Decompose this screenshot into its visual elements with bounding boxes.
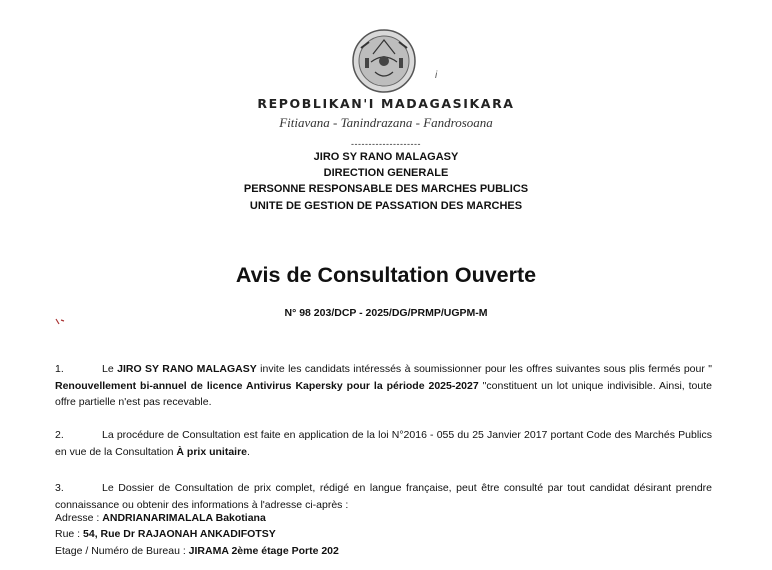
address-label: Adresse : [55,512,103,524]
org-line-direction: DIRECTION GENERALE [323,167,449,179]
address-line-name [55,512,266,524]
paragraph-text: invite les candidats intéressés à soumissionner pour les offres suivantes sous plis fermés pour " [256,363,712,375]
address-value: JIRAMA 2ème étage Porte 202 [188,545,339,557]
address-line-office [55,545,339,557]
address-label: Rue : [55,528,84,540]
madagascar-seal-icon [351,28,417,94]
address-label: Etage / Numéro de Bureau : [55,545,189,557]
paragraph-number: 2. [55,429,64,441]
paragraph-text: La procédure de Consultation est faite en application de la loi N°2016 - 055 du 25 Janvier 2017 portant Code des Marchés Publics en vue de la Consultation [55,429,712,458]
consultation-subject: Renouvellement bi-annuel de licence Antivirus Kapersky pour la période 2025-2027 [55,379,479,392]
paragraph-3 [55,480,712,513]
reference-number: N° 98 203/DCP - 2025/DG/PRMP/UGPM-M [284,307,488,319]
paragraph-1 [55,361,712,411]
country-name: REPOBLIKAN'I MADAGASIKARA [257,96,515,111]
stray-mark: i [435,70,438,81]
header-separator: -------------------- [351,139,421,149]
address-value: ANDRIANARIMALALA Bakotiana [102,512,266,524]
paragraph-text: "constituent un lot unique indivisible. Ainsi, toute offre partielle n'est pas recevable. [55,379,712,408]
paragraph-number: 3. [55,482,64,494]
page-title: Avis de Consultation Ouverte [235,263,537,287]
address-line-street [55,528,276,540]
paragraph-text: Le [102,363,118,375]
paragraph-text: Le Dossier de Consultation de prix complet, rédigé en langue française, peut être consulté par tout candidat désirant prendre connaissance ou obtenir des informations à l'adresse ci-après : [55,482,712,511]
paragraph-number: 1. [55,363,64,375]
price-type: À prix unitaire [176,445,248,458]
org-line-ugpm: UNITE DE GESTION DE PASSATION DES MARCHES [249,200,523,212]
org-line-company: JIRO SY RANO MALAGASY [313,151,459,163]
paragraph-2 [55,427,712,460]
scan-mark-icon [55,318,65,326]
org-line-prmp: PERSONNE RESPONSABLE DES MARCHES PUBLICS [243,183,529,195]
paragraph-text: . [247,445,250,458]
national-motto: Fitiavana - Tanindrazana - Fandrosoana [279,115,493,130]
address-value: 54, Rue Dr RAJAONAH ANKADIFOTSY [83,528,276,540]
entity-name: JIRO SY RANO MALAGASY [117,363,257,375]
